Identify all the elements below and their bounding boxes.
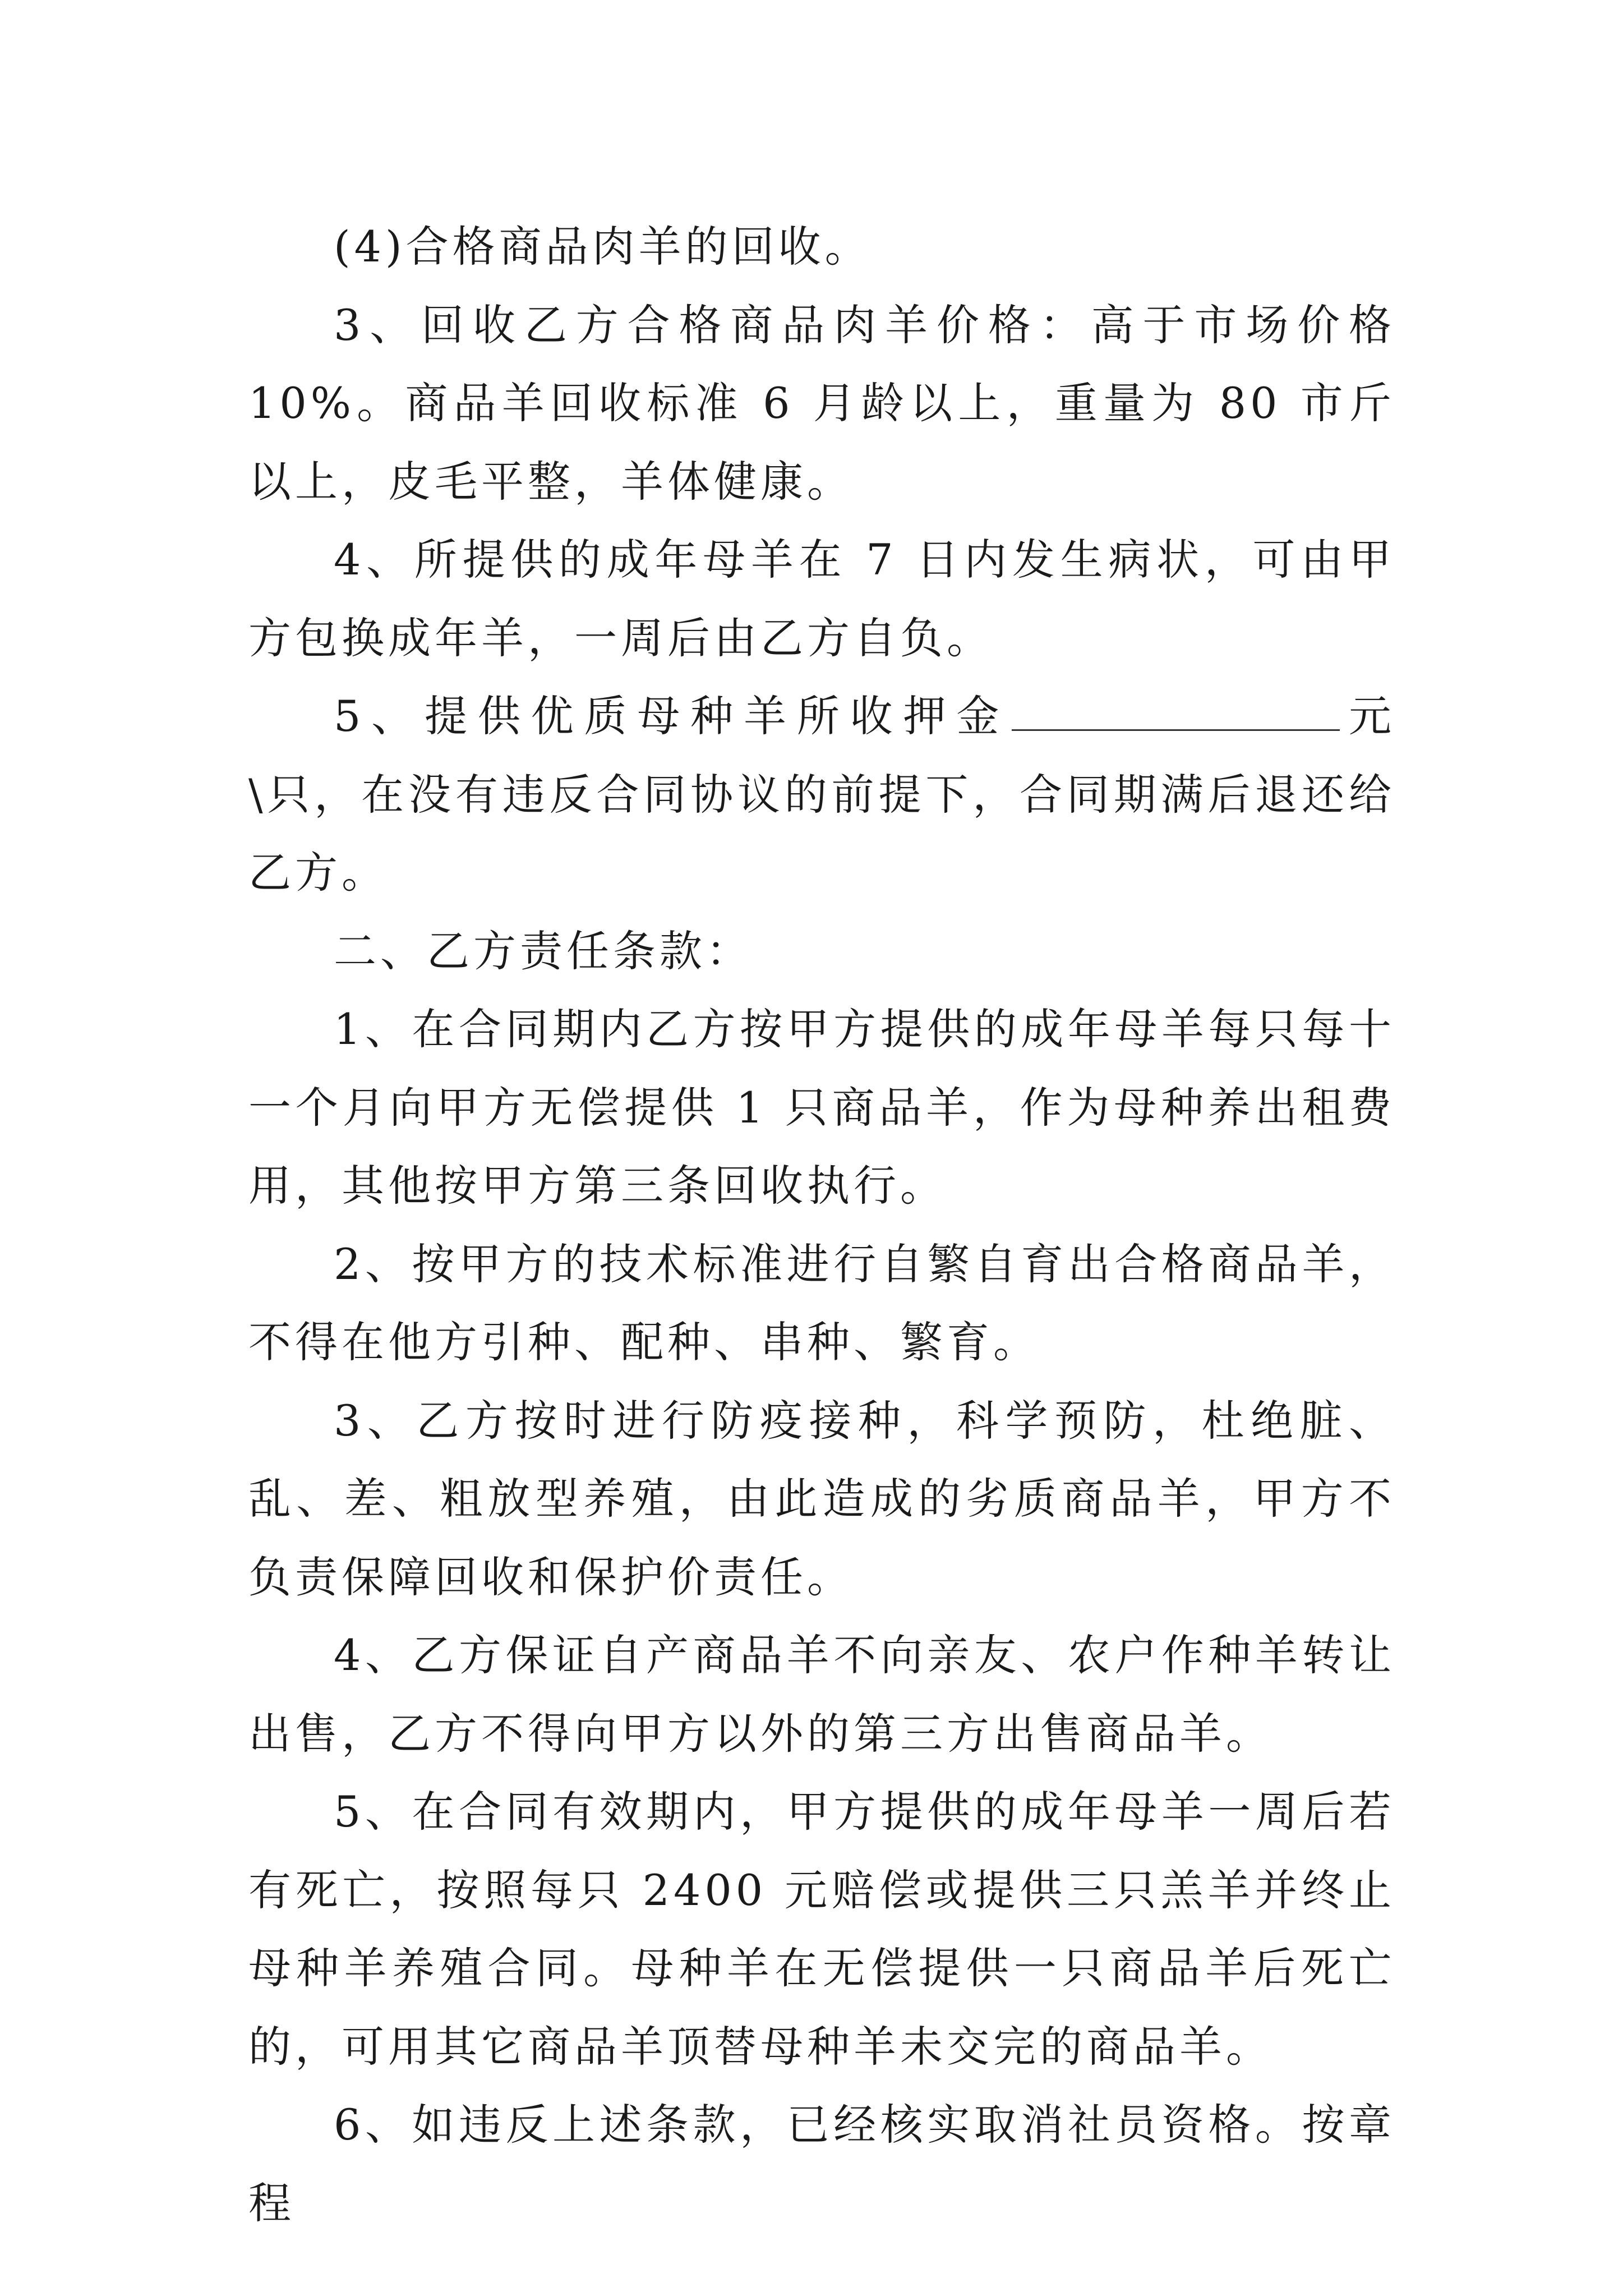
deposit-amount-blank bbox=[1012, 693, 1340, 731]
paragraph-b-clause-1: 1、在合同期内乙方按甲方提供的成年母羊每只每十一个月向甲方无偿提供 1 只商品羊，作为母种养出租费用，其他按甲方第三条回收执行。 bbox=[248, 1004, 1395, 1211]
section-heading-party-b: 二、乙方责任条款： bbox=[334, 926, 753, 976]
paragraph-recovery-item-4: (4)合格商品肉羊的回收。 bbox=[334, 222, 872, 272]
deposit-text-after: 元\只，在没有违反合同协议的前提下，合同期满后退还给乙方。 bbox=[248, 691, 1396, 898]
paragraph-b-clause-2: 2、按甲方的技术标准进行自繁自育出合格商品羊，不得在他方引种、配种、串种、繁育。 bbox=[248, 1239, 1395, 1367]
paragraph-b-clause-5: 5、在合同有效期内，甲方提供的成年母羊一周后若有死亡，按照每只 2400 元赔偿或提供三只羔羊并终止母种羊养殖合同。母种羊在无偿提供一只商品羊后死亡的，可用其它商品羊顶替母种羊未交完的商品羊。 bbox=[248, 1787, 1395, 2072]
document-body bbox=[248, 208, 1395, 2242]
paragraph-recovery-price: 3、回收乙方合格商品肉羊价格：高于市场价格 10%。商品羊回收标准 6 月龄以上，重量为 80 市斤以上，皮毛平整，羊体健康。 bbox=[248, 300, 1395, 507]
paragraph-b-clause-6: 6、如违反上述条款，已经核实取消社员资格。按章程 bbox=[248, 2100, 1395, 2228]
paragraph-b-clause-4: 4、乙方保证自产商品羊不向亲友、农户作种羊转让出售，乙方不得向甲方以外的第三方出售商品羊。 bbox=[248, 1630, 1395, 1759]
paragraph-deposit bbox=[248, 677, 1395, 912]
deposit-text-before: 5、提供优质母种羊所收押金 bbox=[334, 691, 1010, 741]
paragraph-b-clause-3: 3、乙方按时进行防疫接种，科学预防，杜绝脏、乱、差、粗放型养殖，由此造成的劣质商品羊，甲方不负责保障回收和保护价责任。 bbox=[248, 1395, 1395, 1602]
paragraph-ewe-replacement: 4、所提供的成年母羊在 7 日内发生病状，可由甲方包换成年羊，一周后由乙方自负。 bbox=[248, 535, 1395, 663]
